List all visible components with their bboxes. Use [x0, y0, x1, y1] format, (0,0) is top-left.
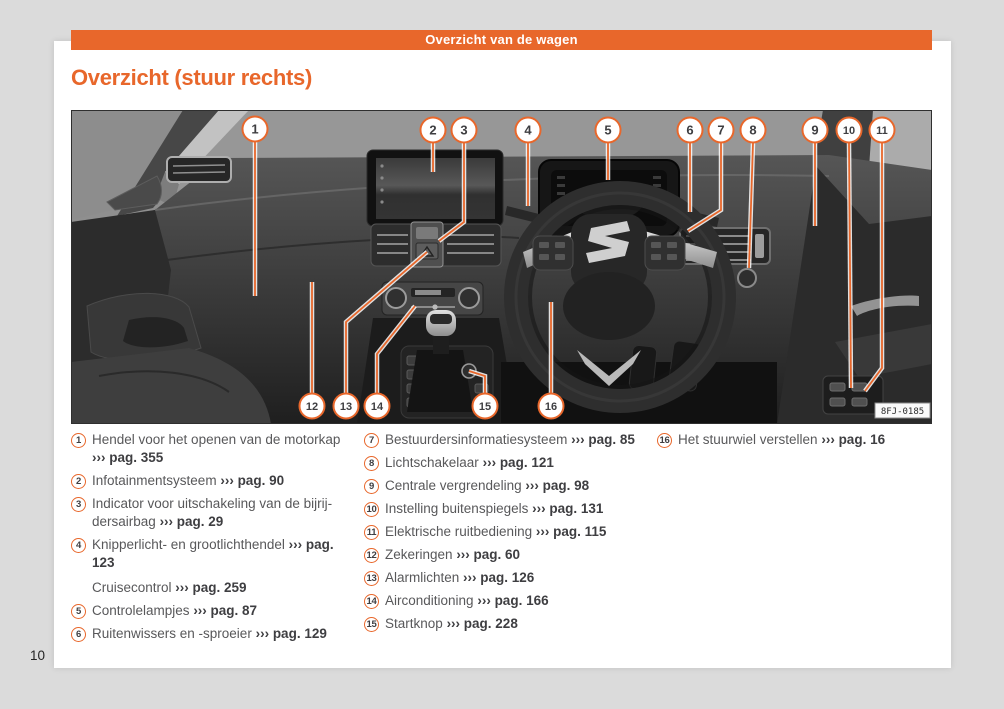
item-label: Zekeringen — [385, 547, 453, 562]
climate-knob-right — [459, 288, 479, 308]
item-number-badge: 11 — [364, 525, 379, 540]
item-number-badge: 5 — [71, 604, 86, 619]
legend-item-13 — [364, 569, 657, 587]
callout-16 — [539, 394, 564, 419]
legend-column-2 — [364, 431, 657, 648]
legend-item-text — [385, 477, 657, 495]
legend-item-text — [385, 454, 657, 472]
item-number-badge: 2 — [71, 474, 86, 489]
legend-item-text — [385, 569, 657, 587]
callout-5 — [596, 118, 621, 143]
svg-text:4: 4 — [524, 122, 532, 138]
item-number-badge: 16 — [657, 433, 672, 448]
item-label: Infotainmentsysteem — [92, 473, 217, 488]
page-number: 10 — [30, 648, 46, 663]
legend-item-text — [92, 431, 364, 467]
item-label: Airconditioning — [385, 593, 474, 608]
item-label: Bestuurdersinformatiesysteem — [385, 432, 568, 447]
climate-slider-dot — [432, 304, 437, 309]
legend-item-text — [92, 602, 364, 620]
legend-item-14 — [364, 592, 657, 610]
svg-text:10: 10 — [842, 125, 856, 137]
legend-item-1 — [71, 431, 364, 467]
steering-buttons-right — [645, 236, 685, 270]
legend-item-text — [92, 536, 364, 597]
legend-item-text — [385, 592, 657, 610]
legend-item-text — [385, 615, 657, 633]
item-number-badge: 15 — [364, 617, 379, 632]
dashboard-photo-figure — [71, 110, 932, 424]
page-reference: ››› pag. 259 — [175, 580, 247, 595]
legend-item-12 — [364, 546, 657, 564]
svg-text:13: 13 — [339, 401, 353, 413]
steering-buttons-left — [533, 236, 573, 270]
legend-item-7 — [364, 431, 657, 449]
legend-item-text — [92, 495, 364, 531]
svg-text:15: 15 — [478, 401, 492, 413]
page-reference: ››› pag. 29 — [159, 514, 224, 529]
page-reference: ››› pag. 126 — [463, 570, 535, 585]
airbag-indicator — [416, 227, 438, 239]
vent-slat — [173, 165, 225, 166]
airbag-cover — [563, 272, 655, 340]
svg-text:8: 8 — [749, 122, 757, 138]
legend-item-5 — [71, 602, 364, 620]
callout-4 — [516, 118, 541, 143]
legend-item-2 — [71, 472, 364, 490]
page-reference: ››› pag. 87 — [193, 603, 258, 618]
page-reference: ››› pag. 166 — [477, 593, 549, 608]
item-number-badge: 9 — [364, 479, 379, 494]
page-reference: ››› pag. 60 — [456, 547, 521, 562]
page-reference: ››› pag. 121 — [482, 455, 554, 470]
legend-item-11 — [364, 523, 657, 541]
svg-text:7: 7 — [717, 122, 725, 138]
gear-shifter-boot — [407, 350, 473, 412]
page-reference: ››› pag. 16 — [821, 432, 886, 447]
chapter-header-text: Overzicht van de wagen — [425, 32, 578, 47]
svg-text:14: 14 — [370, 401, 384, 413]
page-reference: ››› pag. 228 — [446, 616, 518, 631]
climate-display-text — [415, 290, 441, 295]
callout-7 — [709, 118, 734, 143]
legend-item-9 — [364, 477, 657, 495]
page-reference: ››› pag. 131 — [532, 501, 604, 516]
page-reference: ››› pag. 355 — [92, 450, 164, 465]
callout-13 — [334, 394, 359, 419]
item-label: Het stuurwiel verstellen — [678, 432, 818, 447]
legend-item-4 — [71, 536, 364, 597]
page-title: Overzicht (stuur rechts) — [71, 65, 312, 90]
legend-item-6 — [71, 625, 364, 643]
legend-item-10 — [364, 500, 657, 518]
callout-1 — [243, 117, 268, 142]
manual-page — [54, 32, 951, 668]
vent-thumbwheel — [755, 234, 764, 258]
item-label: Instelling buitenspiegels — [385, 501, 529, 516]
item-label: Startknop — [385, 616, 443, 631]
item-label: Hendel voor het openen van de motorkap — [92, 432, 341, 447]
item-label: Ruitenwissers en -sproeier — [92, 626, 252, 641]
callout-6 — [678, 118, 703, 143]
page-reference: ››› pag. 98 — [525, 478, 590, 493]
item-label: Indicator voor uitschakeling van de bijrijdersairbag — [92, 496, 333, 529]
light-switch — [738, 269, 756, 287]
legend-column-1 — [71, 431, 364, 648]
screen-panel — [376, 158, 495, 219]
legend-item-15 — [364, 615, 657, 633]
svg-text:9: 9 — [811, 122, 819, 138]
legend-item-text — [678, 431, 932, 449]
item-number-badge: 4 — [71, 538, 86, 553]
legend-item-text — [385, 500, 657, 518]
svg-text:11: 11 — [876, 125, 888, 137]
item-number-badge: 3 — [71, 497, 86, 512]
item-label: Centrale vergrendeling — [385, 478, 522, 493]
callout-11 — [870, 118, 895, 143]
photo-label-plate — [875, 403, 930, 418]
item-label: Knipperlicht- en grootlichthendel — [92, 537, 285, 552]
legend-item-text — [385, 546, 657, 564]
svg-text:6: 6 — [686, 122, 694, 138]
svg-text:5: 5 — [604, 122, 612, 138]
svg-text:16: 16 — [544, 401, 558, 413]
page-reference: ››› pag. 123 — [92, 537, 334, 570]
svg-text:12: 12 — [305, 401, 319, 413]
legend-item-text — [385, 523, 657, 541]
page-reference: ››› pag. 90 — [220, 473, 285, 488]
callout-14 — [365, 394, 390, 419]
item-number-badge: 14 — [364, 594, 379, 609]
item-label: Lichtschakelaar — [385, 455, 479, 470]
item-number-badge: 7 — [364, 433, 379, 448]
dashboard-photo — [71, 110, 932, 424]
callout-2 — [421, 118, 446, 143]
legend-item-16 — [657, 431, 932, 449]
item-label: Controlelampjes — [92, 603, 190, 618]
vent-slat — [173, 172, 225, 173]
item-number-badge: 6 — [71, 627, 86, 642]
photo-label: 8FJ-0185 — [880, 407, 925, 417]
callout-12 — [300, 394, 325, 419]
chapter-header-bar — [71, 30, 932, 50]
item-number-badge: 8 — [364, 456, 379, 471]
legend-item-text — [92, 625, 364, 643]
page-reference: ››› pag. 115 — [535, 524, 607, 539]
legend-item-text — [92, 472, 364, 490]
svg-text:1: 1 — [251, 121, 259, 137]
page-reference: ››› pag. 85 — [571, 432, 635, 447]
item-number-badge: 1 — [71, 433, 86, 448]
item-number-badge: 13 — [364, 571, 379, 586]
legend-item-8 — [364, 454, 657, 472]
legend-item-text — [385, 431, 657, 449]
callout-10 — [837, 118, 862, 143]
legend-column-3 — [657, 431, 932, 648]
gear-knob-inlay — [430, 314, 452, 324]
callout-15 — [473, 394, 498, 419]
svg-text:3: 3 — [460, 122, 468, 138]
item-label: Alarmlichten — [385, 570, 460, 585]
page-reference: ››› pag. 129 — [255, 626, 327, 641]
climate-knob-left — [386, 288, 406, 308]
item-number-badge: 12 — [364, 548, 379, 563]
legend-item-3 — [71, 495, 364, 531]
item-label: Cruisecontrol — [92, 580, 172, 595]
item-label: Elektrische ruitbediening — [385, 524, 533, 539]
item-number-badge: 10 — [364, 502, 379, 517]
callout-8 — [741, 118, 766, 143]
legend — [71, 431, 932, 648]
callout-3 — [452, 118, 477, 143]
callout-9 — [803, 118, 828, 143]
left-air-vent — [167, 157, 231, 182]
svg-text:2: 2 — [429, 122, 437, 138]
